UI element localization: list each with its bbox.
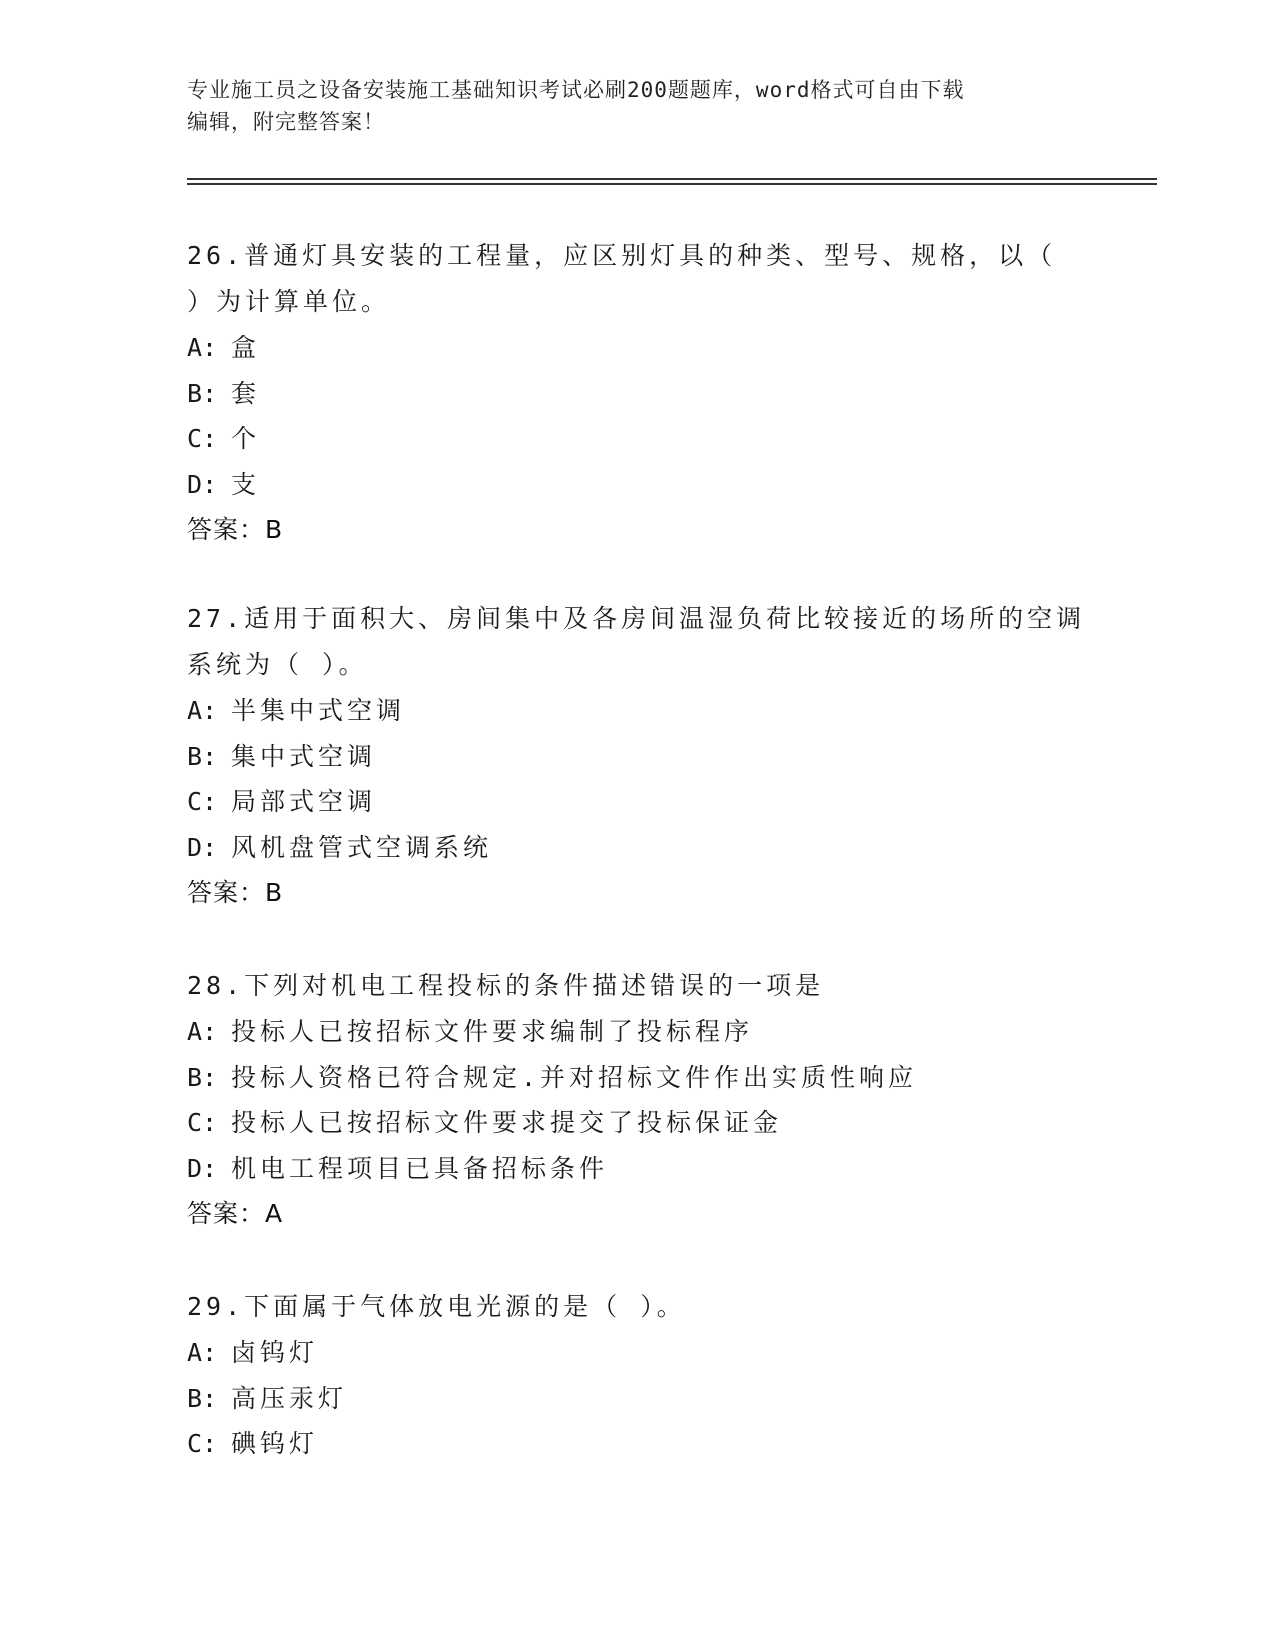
option-letter: B: bbox=[187, 741, 218, 771]
option-letter: A: bbox=[187, 1017, 218, 1046]
option-c bbox=[187, 779, 1087, 825]
option-a bbox=[187, 325, 1087, 371]
option-text: 盒 bbox=[231, 333, 261, 362]
option-c bbox=[187, 416, 1087, 462]
option-text: 投标人已按招标文件要求编制了投标程序 bbox=[231, 1017, 754, 1046]
option-text: 投标人资格已符合规定.并对招标文件作出实质性响应 bbox=[231, 1062, 918, 1092]
option-letter: C: bbox=[187, 424, 218, 453]
question-stem-line: 29.下面属于气体放电光源的是（ ）。 bbox=[187, 1292, 686, 1321]
option-letter: A: bbox=[187, 696, 218, 725]
option-text: 碘钨灯 bbox=[231, 1429, 319, 1458]
option-b bbox=[187, 371, 1087, 417]
header-line-1: 专业施工员之设备安装施工基础知识考试必刷200题题库，word格式可自由下载 bbox=[187, 78, 965, 102]
answer-line: 答案：A bbox=[187, 1199, 284, 1228]
option-letter: C: bbox=[187, 787, 218, 816]
option-letter: C: bbox=[187, 1108, 218, 1137]
header-line-2: 编辑，附完整答案！ bbox=[187, 110, 385, 134]
option-letter: A: bbox=[187, 1338, 218, 1367]
option-letter: D: bbox=[187, 1153, 218, 1183]
option-letter: D: bbox=[187, 832, 218, 862]
question-26 bbox=[187, 233, 1087, 553]
header-divider-top bbox=[187, 178, 1157, 180]
option-c bbox=[187, 1421, 1087, 1467]
option-text: 高压汞灯 bbox=[231, 1383, 348, 1413]
option-text: 半集中式空调 bbox=[231, 696, 406, 725]
option-text: 投标人已按招标文件要求提交了投标保证金 bbox=[231, 1108, 783, 1137]
question-stem-line: 27.适用于面积大、房间集中及各房间温湿负荷比较接近的场所的空调 bbox=[187, 604, 1086, 633]
option-text: 局部式空调 bbox=[231, 787, 377, 816]
option-letter: B: bbox=[187, 378, 218, 408]
question-stem-line: 系统为（ ）。 bbox=[187, 650, 368, 679]
option-text: 套 bbox=[231, 378, 261, 408]
header-divider-bottom bbox=[187, 183, 1157, 185]
question-27 bbox=[187, 596, 1087, 916]
option-b bbox=[187, 1055, 1087, 1101]
option-a bbox=[187, 1330, 1087, 1376]
option-letter: D: bbox=[187, 469, 218, 499]
question-stem-line: ）为计算单位。 bbox=[187, 287, 391, 316]
question-28 bbox=[187, 963, 1087, 1237]
option-letter: A: bbox=[187, 333, 218, 362]
option-b bbox=[187, 734, 1087, 780]
option-b bbox=[187, 1376, 1087, 1422]
option-a bbox=[187, 688, 1087, 734]
option-text: 机电工程项目已具备招标条件 bbox=[231, 1153, 609, 1183]
option-text: 风机盘管式空调系统 bbox=[231, 832, 493, 862]
option-letter: B: bbox=[187, 1062, 218, 1092]
document-header bbox=[187, 74, 1067, 138]
question-stem-line: 28.下列对机电工程投标的条件描述错误的一项是 bbox=[187, 971, 825, 1000]
option-text: 卤钨灯 bbox=[231, 1338, 319, 1367]
option-letter: C: bbox=[187, 1429, 218, 1458]
question-29 bbox=[187, 1284, 1087, 1467]
option-text: 个 bbox=[231, 424, 261, 453]
question-stem-line: 26.普通灯具安装的工程量，应区别灯具的种类、型号、规格，以（ bbox=[187, 241, 1057, 270]
option-text: 支 bbox=[231, 469, 261, 499]
option-d bbox=[187, 462, 1087, 508]
option-a bbox=[187, 1009, 1087, 1055]
option-text: 集中式空调 bbox=[231, 741, 377, 771]
option-d bbox=[187, 825, 1087, 871]
option-c bbox=[187, 1100, 1087, 1146]
option-letter: B: bbox=[187, 1383, 218, 1413]
answer-line: 答案：B bbox=[187, 878, 284, 907]
answer-line: 答案：B bbox=[187, 515, 284, 544]
option-d bbox=[187, 1146, 1087, 1192]
